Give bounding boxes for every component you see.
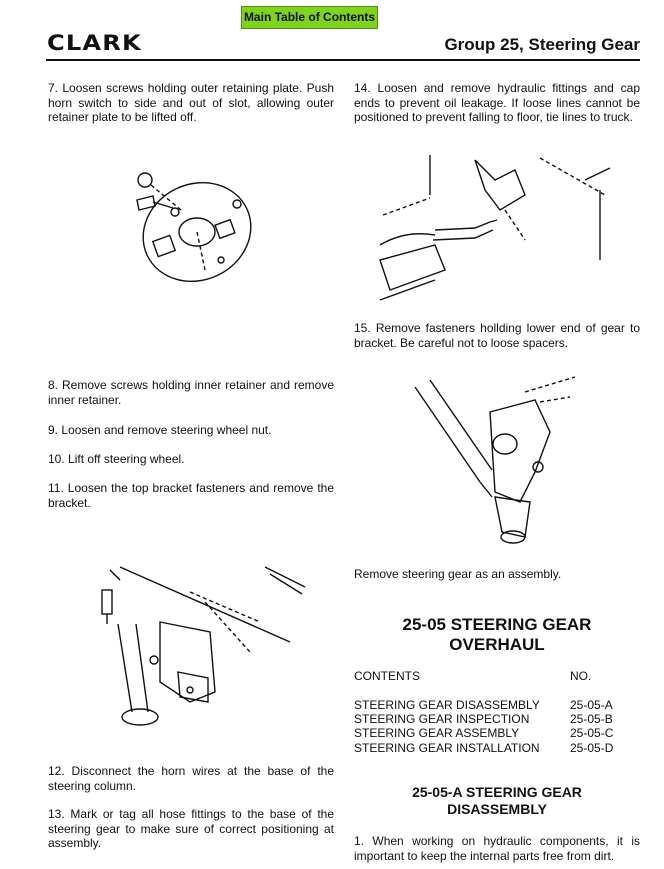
step-13-text: 13. Mark or tag all hose fittings to the base of the steering gear to make sure of correct positioning at assembly. xyxy=(48,807,334,850)
clark-logo: CLARK xyxy=(47,31,142,55)
section-heading xyxy=(354,615,640,655)
contents-header: CONTENTS xyxy=(354,669,420,683)
contents-number: 25-05-C xyxy=(570,726,614,740)
contents-title: STEERING GEAR INSPECTION xyxy=(354,712,530,726)
contents-no-header: NO. xyxy=(570,669,592,683)
subsection-heading xyxy=(354,784,640,818)
lower-gear-bracket-illustration xyxy=(410,372,580,557)
contents-row xyxy=(354,698,640,713)
subsection-heading-line1: 25-05-A STEERING GEAR xyxy=(412,784,582,800)
contents-row xyxy=(354,741,640,756)
contents-number: 25-05-D xyxy=(570,741,614,755)
contents-title: STEERING GEAR INSTALLATION xyxy=(354,741,540,755)
contents-row xyxy=(354,726,640,741)
hydraulic-fittings-illustration xyxy=(375,150,620,310)
subsection-heading-line2: DISASSEMBLY xyxy=(447,801,547,817)
step-12-text: 12. Disconnect the horn wires at the base of the steering column. xyxy=(48,764,334,793)
step-1-text: 1. When working on hydraulic components, it is important to keep the internal parts free from dirt. xyxy=(354,834,640,863)
contents-title: STEERING GEAR DISASSEMBLY xyxy=(354,698,540,712)
contents-number: 25-05-A xyxy=(570,698,613,712)
header-rule xyxy=(46,59,640,61)
contents-row xyxy=(354,712,640,727)
remove-assembly-note: Remove steering gear as an assembly. xyxy=(354,567,562,581)
main-toc-button[interactable]: Main Table of Contents xyxy=(241,6,378,29)
step-7-text: 7. Loosen screws holding outer retaining plate. Push horn switch to side and out of slot, allowing outer retainer plate to be lifted off. xyxy=(48,81,334,124)
top-bracket-illustration xyxy=(90,562,310,737)
step-9-text: 9. Loosen and remove steering wheel nut. xyxy=(48,423,272,437)
contents-title: STEERING GEAR ASSEMBLY xyxy=(354,726,520,740)
step-14-text: 14. Loosen and remove hydraulic fittings and cap ends to prevent oil leakage. If loose lines cannot be positioned to prevent falling to floor, tie lines to truck. xyxy=(354,81,640,124)
contents-number: 25-05-B xyxy=(570,712,613,726)
contents-header-row xyxy=(354,669,640,684)
page-title: Group 25, Steering Gear xyxy=(444,35,640,54)
step-8-text: 8. Remove screws holding inner retainer and remove inner retainer. xyxy=(48,378,334,407)
section-heading-line2: OVERHAUL xyxy=(449,635,545,654)
section-heading-line1: 25-05 STEERING GEAR xyxy=(402,615,592,634)
step-11-text: 11. Loosen the top bracket fasteners and remove the bracket. xyxy=(48,481,334,510)
step-15-text: 15. Remove fasteners hollding lower end of gear to bracket. Be careful not to loose spacers. xyxy=(354,321,640,350)
retaining-plate-illustration xyxy=(125,160,265,290)
step-10-text: 10. Lift off steering wheel. xyxy=(48,452,185,466)
